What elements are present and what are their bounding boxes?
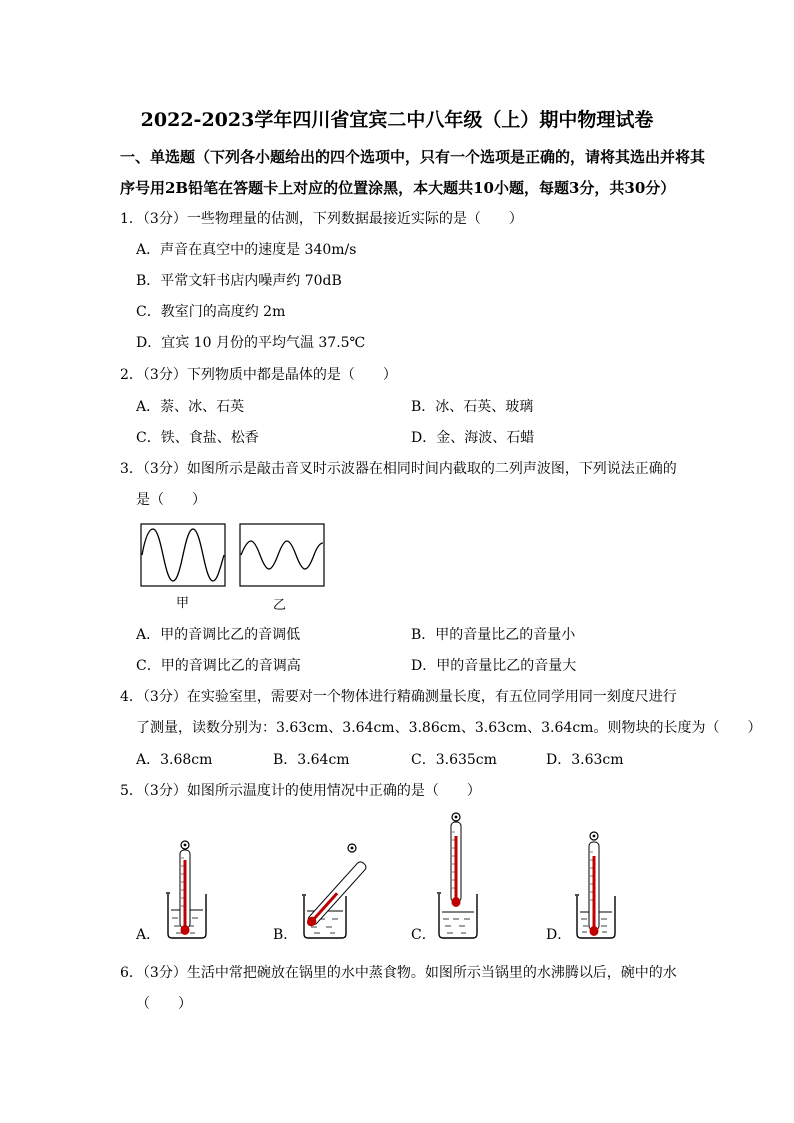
waveform-yi-frame — [240, 524, 324, 586]
waveform-figure — [140, 523, 330, 589]
thermometer-figure-c — [436, 810, 480, 940]
question-4-option-d: D．3.63cm — [546, 752, 624, 768]
question-5-stem: 5．（3分）如图所示温度计的使用情况中正确的是（ ） — [120, 783, 481, 799]
question-5-option-c: C． — [411, 927, 436, 943]
question-5-option-b: B． — [273, 927, 298, 943]
question-1-option-c: C．教室门的高度约 2m — [136, 304, 286, 320]
thermometer-figure-d — [574, 828, 618, 940]
question-4-option-b: B．3.64cm — [273, 752, 350, 768]
question-1-option-d: D．宜宾 10 月份的平均气温 37.5℃ — [136, 335, 366, 351]
question-2-option-b: B．冰、石英、玻璃 — [411, 399, 534, 415]
section-heading-line-2: 序号用2B铅笔在答题卡上对应的位置涂黑，本大题共10小题，每题3分，共30分） — [120, 179, 676, 197]
question-3-option-c: C．甲的音调比乙的音调高 — [136, 658, 301, 674]
question-2-option-a: A．萘、冰、石英 — [136, 399, 245, 415]
question-1-stem: 1．（3分）一些物理量的估测，下列数据最接近实际的是（ ） — [120, 211, 523, 227]
question-2-stem: 2．（3分）下列物质中都是晶体的是（ ） — [120, 367, 397, 383]
waveform-jia-label: 甲 — [176, 596, 190, 611]
question-3-option-b: B．甲的音量比乙的音量小 — [411, 627, 576, 643]
question-6-stem-line-1: 6．（3分）生活中常把碗放在锅里的水中蒸食物。如图所示当锅里的水沸腾以后，碗中的水 — [120, 965, 677, 981]
thermometer-figure-a — [165, 836, 209, 940]
page-title: 2022-2023学年四川省宜宾二中八年级（上）期中物理试卷 — [140, 109, 654, 131]
section-heading-line-1: 一、单选题（下列各小题给出的四个选项中，只有一个选项是正确的，请将其选出并将其 — [120, 148, 706, 166]
question-2-option-d: D．金、海波、石蜡 — [411, 430, 535, 446]
question-3-stem-line-1: 3．（3分）如图所示是敲击音叉时示波器在相同时间内截取的二列声波图，下列说法正确的 — [120, 461, 677, 477]
question-6-stem-line-2: （ ） — [136, 996, 192, 1012]
question-3-option-a: A．甲的音调比乙的音调低 — [136, 627, 301, 643]
question-4-option-a: A．3.68cm — [136, 752, 213, 768]
question-5-option-a: A． — [136, 927, 161, 943]
question-3-option-d: D．甲的音量比乙的音量大 — [411, 658, 577, 674]
waveform-yi-label: 乙 — [273, 598, 287, 613]
question-1-option-a: A．声音在真空中的速度是 340m/s — [136, 242, 357, 258]
question-5-option-d: D． — [546, 927, 572, 943]
question-3-stem-line-2: 是（ ） — [136, 492, 206, 508]
question-2-option-c: C．铁、食盐、松香 — [136, 430, 259, 446]
question-1-option-b: B．平常文轩书店内噪声约 70dB — [136, 273, 342, 289]
question-4-option-c: C．3.635cm — [411, 752, 497, 768]
question-4-stem-line-2: 了测量，读数分别为：3.63cm、3.64cm、3.86cm、3.63cm、3.64cm。则物块的长度为（ ） — [136, 720, 762, 736]
thermometer-figure-b — [300, 838, 364, 940]
question-4-stem-line-1: 4．（3分）在实验室里，需要对一个物体进行精确测量长度，有五位同学用同一刻度尺进行 — [120, 689, 677, 705]
